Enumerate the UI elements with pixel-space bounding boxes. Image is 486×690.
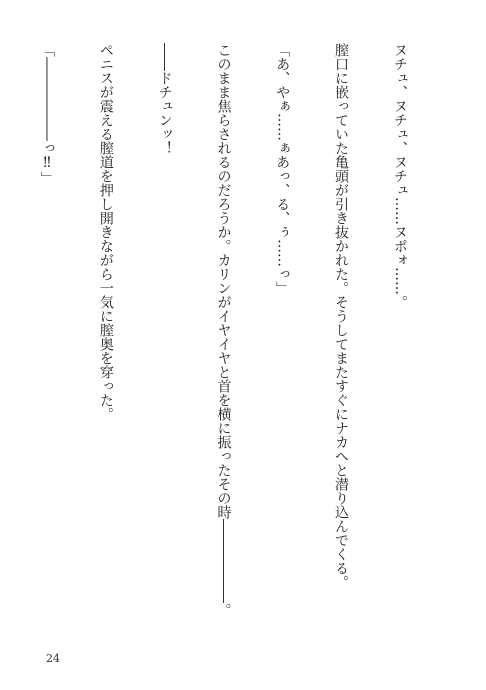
text-line: ヌチュ、ヌチュ、ヌチュ……ヌポォ……。 xyxy=(391,43,408,309)
text-line: 膣口に嵌っていた亀頭が引き抜かれた。そうしてまたすぐにナカへと潜り込んでくる。 xyxy=(333,43,350,589)
text-line: ペニスが震える膣道を押し開きながら一気に膣奥を穿った。 xyxy=(97,43,114,421)
vertical-text-body xyxy=(38,43,448,633)
page-number: 24 xyxy=(46,652,60,665)
text-line: 「――――――っ‼」 xyxy=(39,43,56,185)
text-line: 「あ、やぁ……ぁあっ、る、ぅ……っ」 xyxy=(274,43,291,295)
text-line: このまま焦らされるのだろうか。カリンがイヤイヤと首を横に振ったその時――――――。 xyxy=(215,43,232,617)
text-line: ――ドチュンッ！ xyxy=(156,43,173,155)
